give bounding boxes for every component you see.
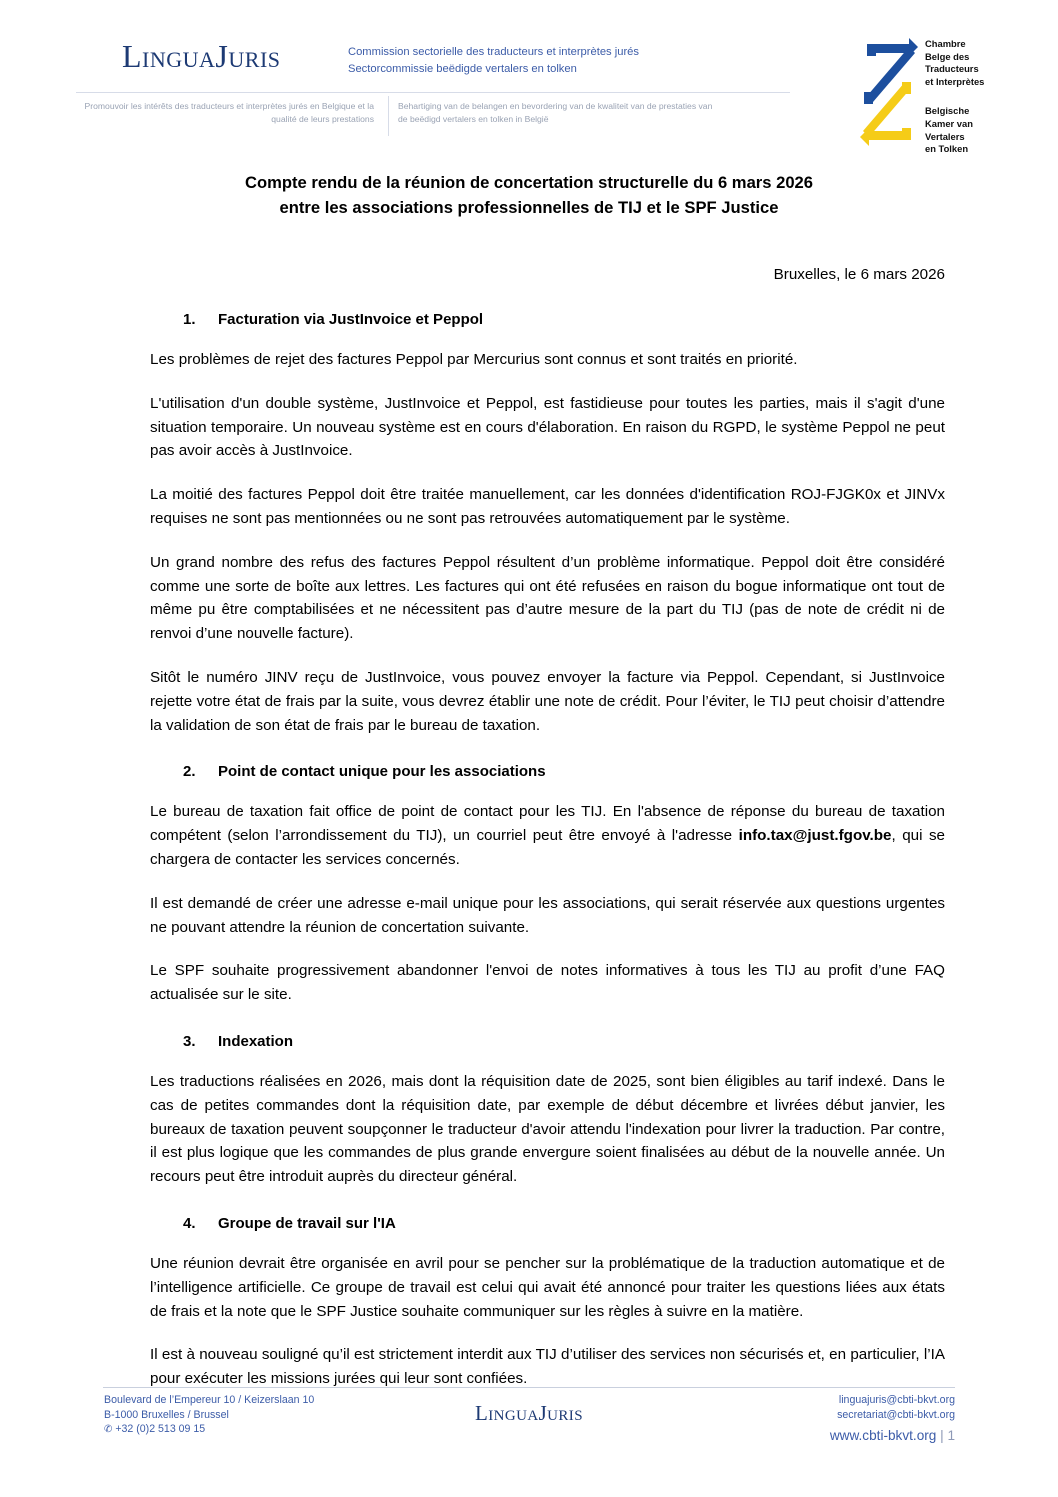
section-number-1: 1. xyxy=(183,311,196,328)
footer-address-line-2: B-1000 Bruxelles / Brussel xyxy=(104,1408,229,1421)
paragraph: Il est demandé de créer une adresse e-mail unique pour les associations, qui serait réservée aux questions urgentes ne pouvant attendre la réunion de concertation suivante. xyxy=(150,894,945,936)
document-body xyxy=(150,265,945,1411)
paragraph: Un grand nombre des refus des factures Peppol résultent d’un problème informatique. Peppol doit être considéré comme une sorte de boîte aux lettres. Les factures qui ont été refusées en raison du bogue informatique ont tout de même pu être comptabilisées et ne nécessitent pas d’autre mesure de la part du TIJ (pas de note de crédit ni de renvoi d’une nouvelle facture). xyxy=(150,553,945,643)
commission-line-nl: Sectorcommissie beëdigde vertalers en tolken xyxy=(348,63,577,75)
section-heading-2 xyxy=(150,763,945,780)
section-title-3: Indexation xyxy=(218,1032,294,1050)
paragraph: L'utilisation d'un double système, JustInvoice et Peppol, est fastidieuse pour toutes les parties, mais il s'agit d'une situation temporaire. Un nouveau système est en cours d'élaboration. En raison du RGPD, le système Peppol ne peut pas avoir accès à JustInvoice. xyxy=(150,394,945,460)
commission-subtitle xyxy=(348,44,678,78)
footer-website-link[interactable]: www.cbti-bkvt.org xyxy=(829,1428,937,1444)
document-footer xyxy=(0,1387,1058,1477)
page-title xyxy=(129,170,929,220)
tagline-dutch: Behartiging van de belangen en bevordering van de kwaliteit van de prestaties van de beëdigd vertalers en tolken in België xyxy=(398,101,713,124)
page-title-line-2: entre les associations professionnelles de TIJ et le SPF Justice xyxy=(279,198,779,217)
paragraph: Il est à nouveau souligné qu’il est strictement interdit aux TIJ d’utiliser des services non sécurisés et, en particulier, l’IA pour exécuter les missions jurées qui leur sont confiées. xyxy=(150,1346,945,1388)
cbti-fr-line-2: Belge des xyxy=(925,50,970,62)
place-and-date: Bruxelles, le 6 mars 2026 xyxy=(773,266,945,283)
section-number-4: 4. xyxy=(183,1214,196,1232)
paragraph: Les traductions réalisées en 2026, mais dont la réquisition date de 2025, sont bien éligibles au tarif indexé. Dans le cas de petites commandes dont la réquisition date, par exemple de début décembre et livrées début janvier, les bureaux de taxation peuvent soupçonner le traducteur d'avoir attendu l'indexation pour livrer la traduction. Par contre, il est plus logique que les commandes de plus grande envergure soient finalisées au début de la nouvelle année. Un recours peut être introduit auprès du directeur général. xyxy=(150,1072,945,1186)
paragraph: Une réunion devrait être organisée en avril pour se pencher sur la problématique de la traduction automatique et de l’intelligence artificielle. Ce groupe de travail est celui qui avait été annoncé pour traiter les questions liées aux états de frais et la note que le SPF Justice souhaite communiquer sur les règles à suivre en la matière. xyxy=(150,1254,945,1320)
section-heading-4 xyxy=(150,1215,945,1232)
header-divider-horizontal xyxy=(76,92,790,93)
paragraph: Sitôt le numéro JINV reçu de JustInvoice, vous pouvez envoyer la facture via Peppol. Cependant, si JustInvoice rejette votre état de frais par la suite, vous devrez établir une note de crédit. Pour l’éviter, le TIJ peut choisir d’attendre la validation de son état de frais par le bureau de taxation. xyxy=(150,668,945,734)
paragraph-text-after: , qui se chargera de contacter les services concernés. xyxy=(150,827,945,868)
footer-linguajuris-logo: LinguaJuris xyxy=(475,1401,583,1425)
paragraph: Les problèmes de rejet des factures Peppol par Mercurius sont connus et sont traités en priorité. xyxy=(150,351,798,368)
section-heading-3 xyxy=(150,1033,945,1050)
cbti-nl-line-3: Vertalers xyxy=(925,130,965,142)
cbti-fr-line-3: Traducteurs xyxy=(925,63,979,75)
footer-page-number: 1 xyxy=(947,1428,955,1444)
document-header xyxy=(0,0,1058,155)
section-title-2: Point de contact unique pour les associations xyxy=(218,763,546,781)
linguajuris-logo: LinguaJuris xyxy=(122,38,281,74)
cbti-nl-line-1: Belgische xyxy=(925,105,970,117)
phone-icon: ✆ xyxy=(104,1424,113,1436)
commission-line-fr: Commission sectorielle des traducteurs et interprètes jurés xyxy=(348,46,639,58)
tagline-french: Promouvoir les intérêts des traducteurs et interprètes jurés en Belgique et la qualité de leurs prestations xyxy=(84,101,374,124)
section-title-1: Facturation via JustInvoice et Peppol xyxy=(218,311,484,328)
section-number-3: 3. xyxy=(183,1032,196,1050)
footer-website-row xyxy=(830,1429,955,1444)
cbti-nl-line-2: Kamer van xyxy=(925,117,973,129)
contact-email: info.tax@just.fgov.be xyxy=(738,827,892,845)
cbti-fr-line-4: et Interprètes xyxy=(925,75,985,87)
cbti-nl-line-4: en Tolken xyxy=(925,143,969,155)
footer-separator: | xyxy=(940,1428,944,1444)
section-number-2: 2. xyxy=(183,763,196,781)
paragraph-text-before: Le bureau de taxation fait office de point de contact pour les TIJ. En l'absence de réponse du bureau de taxation compétent (selon l’arrondissement du TIJ), un courriel peut être envoyé à l'adresse xyxy=(150,803,945,845)
cbti-bkvt-logo-icon xyxy=(856,36,922,148)
section-heading-1 xyxy=(150,311,945,328)
footer-phone-number: +32 (0)2 513 09 15 xyxy=(115,1423,206,1436)
footer-email-1[interactable]: linguajuris@cbti-bkvt.org xyxy=(838,1394,955,1406)
cbti-fr-line-1: Chambre xyxy=(925,38,966,49)
footer-contact-block xyxy=(830,1393,955,1444)
cbti-bkvt-logo-text xyxy=(925,38,1045,156)
section-title-4: Groupe de travail sur l'IA xyxy=(218,1214,396,1232)
paragraph: Le SPF souhaite progressivement abandonner l'envoi de notes informatives à tous les TIJ au profit d’une FAQ actualisée sur le site. xyxy=(150,962,945,1004)
paragraph: La moitié des factures Peppol doit être traitée manuellement, car les données d'identification ROJ-FJGK0x et JINVx requises ne sont pas mentionnées ou ne sont pas retrouvées automatiquement par le système. xyxy=(150,486,945,527)
paragraph xyxy=(150,800,945,871)
footer-email-2[interactable]: secretariat@cbti-bkvt.org xyxy=(837,1408,955,1421)
header-divider-vertical xyxy=(388,96,389,136)
page-title-line-1: Compte rendu de la réunion de concertation structurelle du 6 mars 2026 xyxy=(244,173,814,192)
footer-address-line-1: Boulevard de l’Empereur 10 / Keizerslaan 10 xyxy=(104,1394,315,1406)
footer-divider xyxy=(103,1387,955,1388)
